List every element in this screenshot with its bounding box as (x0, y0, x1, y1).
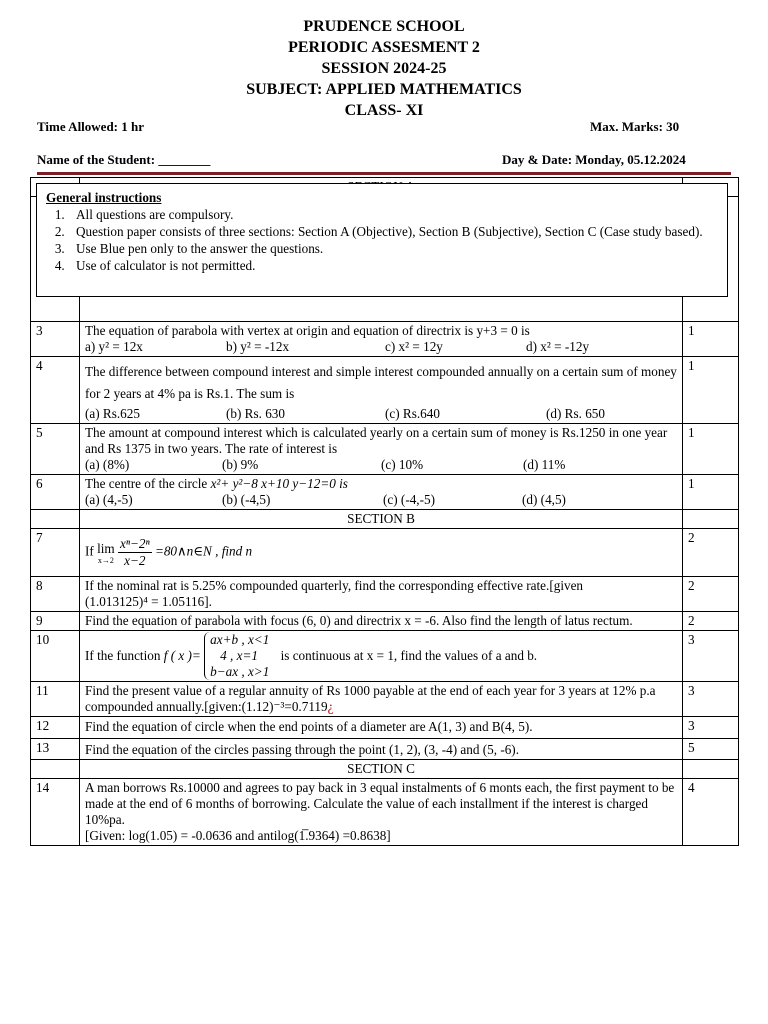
subject: SUBJECT: APPLIED MATHEMATICS (246, 81, 522, 98)
exam-title: PERIODIC ASSESMENT 2 (288, 39, 480, 56)
instruction-item: 3. Use Blue pen only to the answer the questions. (68, 240, 718, 257)
instruction-item: 2. Question paper consists of three sections: Section A (Objective), Section B (Subjective), Section C (Case study based). (68, 223, 718, 240)
table-row: 7 If lim x→2 $\frac{\text{xⁿ−2ⁿ}}{x-2}$ =80∧n∈N , find n 2 (31, 529, 739, 577)
table-row: 9 Find the equation of parabola with focus (6, 0) and directrix x = -6. Also find the length of latus rectum. 2 (31, 612, 739, 631)
general-instructions (36, 183, 728, 297)
instruction-item: 4. Use of calculator is not permitted. (68, 257, 718, 274)
class: CLASS- XI (344, 102, 424, 119)
instructions-title: General instructions (46, 190, 162, 205)
table-row: 10 If the function f ( x )= ax+b , x<1 4 , x=1 b−ax , x>1 is continuous at x = 1, find the values of a and b. 3 (31, 631, 739, 682)
section-b-row (31, 510, 739, 529)
student-name: Name of the Student: ________ (37, 152, 211, 167)
table-row: 14 A man borrows Rs.10000 and agrees to pay back in 3 equal instalments of 6 monts each, the first payment to be made at the end of 6 months of borrowing. Calculate the value of each installment if the interest is charged 10%pa. [Given: log(1.05) = -0.0636 and antilog(1̅.9364) =0.8638] 4 (31, 779, 739, 846)
day-date: Day & Date: Monday, 05.12.2024 (502, 152, 686, 167)
table-row: 6 The centre of the circle x²+ y²−8 x+10 y−12=0 is (a) (4,-5) (b) (-4,5) (c) (-4,-5) (d) (4,5) 1 (31, 475, 739, 510)
instruction-item: 1. All questions are compulsory. (68, 206, 718, 223)
table-row: 12 Find the equation of circle when the end points of a diameter are A(1, 3) and B(4, 5). 3 (31, 717, 739, 739)
table-row: 5 The amount at compound interest which is calculated yearly on a certain sum of money is Rs.1250 in one year and Rs 1375 in two years. The rate of interest is (a) (8%) (b) 9% (c) 10% (d) 11% 1 (31, 424, 739, 475)
table-row: 13 Find the equation of the circles passing through the point (1, 2), (3, -4) and (5, -6). 5 (31, 739, 739, 760)
time-allowed: Time Allowed: 1 hr (37, 119, 145, 134)
instructions-list (46, 206, 718, 274)
table-row: 8 If the nominal rat is 5.25% compounded quarterly, find the corresponding effective rate.[given (1.013125)⁴ = 1.05116]. 2 (31, 577, 739, 612)
session: SESSION 2024-25 (321, 60, 447, 77)
header-divider (37, 172, 731, 175)
table-row: 4 The difference between compound interest and simple interest compounded annually on a certain sum of money for 2 years at 4% pa is Rs.1. The sum is (a) Rs.625 (b) Rs. 630 (c) Rs.640 (d) Rs. 650 1 (31, 357, 739, 424)
section-c-row (31, 760, 739, 779)
max-marks: Max. Marks: 30 (590, 119, 680, 134)
school-name: PRUDENCE SCHOOL (303, 18, 465, 35)
section-b-title: SECTION B (80, 510, 683, 529)
table-row: 3 The equation of parabola with vertex at origin and equation of directrix is y+3 = 0 is a) y² = 12x b) y² = -12x c) x² = 12y d) x² = -12y 1 (31, 322, 739, 357)
table-row: 11 Find the present value of a regular annuity of Rs 1000 payable at the end of each year for 3 years at 12% p.a compounded annually.[given:(1.12)⁻³=0.7119¿ 3 (31, 682, 739, 717)
section-c-title: SECTION C (80, 760, 683, 779)
